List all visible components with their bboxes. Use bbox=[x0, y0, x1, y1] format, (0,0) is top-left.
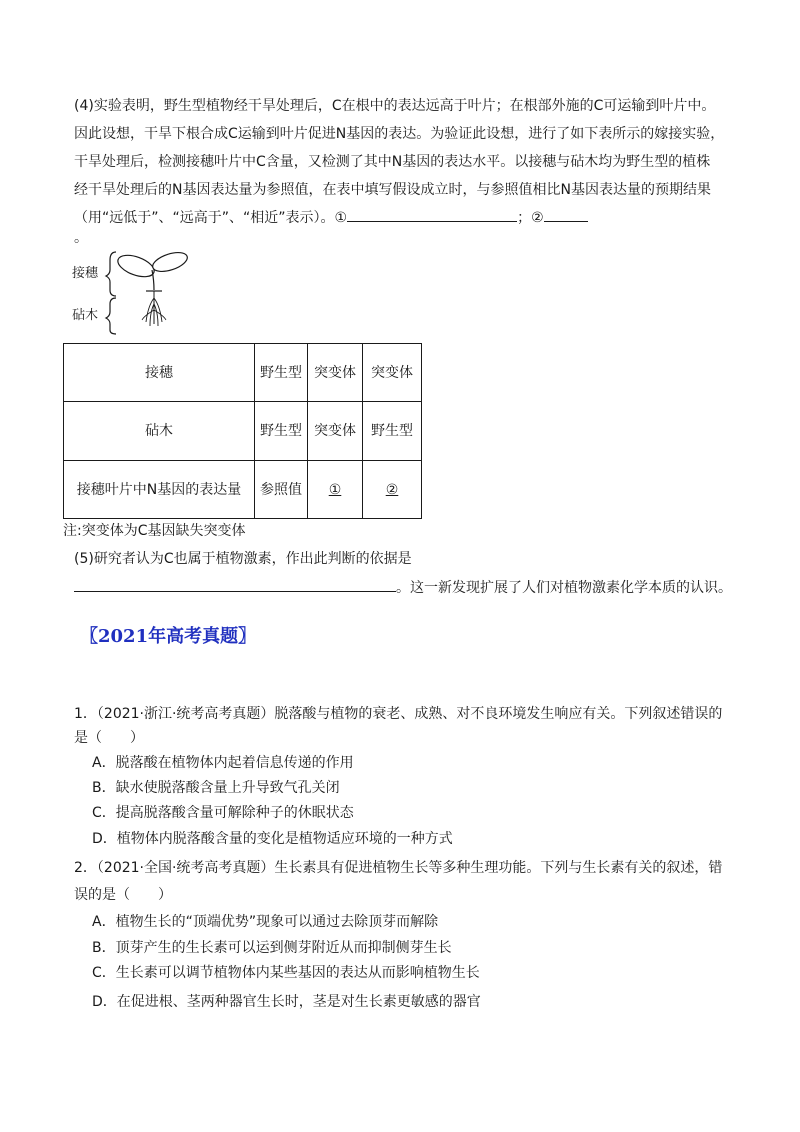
graft-figure bbox=[72, 246, 192, 338]
table-row bbox=[64, 461, 422, 519]
question-1-stem-line-2: 是（ ） bbox=[74, 730, 144, 746]
rootstock-label: 砧木 bbox=[72, 308, 99, 323]
cell-mutant: 突变体 bbox=[363, 344, 422, 402]
row-header-rootstock: 砧木 bbox=[64, 402, 255, 461]
answer-blank-3[interactable] bbox=[74, 575, 396, 592]
q4-line-6: 。 bbox=[74, 230, 88, 246]
cell-reference-value: 参照值 bbox=[255, 461, 308, 519]
q4-line-3: 干旱处理后，检测接穗叶片中C含量，又检测了其中N基因的表达水平。以接穗与砧木均为野生型的植株 bbox=[74, 154, 711, 170]
cell-wild-type: 野生型 bbox=[363, 402, 422, 461]
question-1-option-a[interactable]: A．脱落酸在植物体内起着信息传递的作用 bbox=[92, 755, 354, 771]
question-1-stem-line-1: 1．（2021·浙江·统考高考真题）脱落酸与植物的衰老、成熟、对不良环境发生响应有关。下列叙述错误的 bbox=[74, 706, 723, 722]
question-2-stem-line-2: 误的是（ ） bbox=[74, 887, 172, 903]
graft-table bbox=[63, 343, 422, 519]
q4-line-5-prefix: （用“远低于”、“远高于”、“相近”表示）。① bbox=[74, 210, 348, 226]
question-2-option-b[interactable]: B．顶芽产生的生长素可以运到侧芽附近从而抑制侧芽生长 bbox=[92, 940, 452, 956]
question-1-option-b[interactable]: B．缺水使脱落酸含量上升导致气孔关闭 bbox=[92, 780, 340, 796]
q4-line-1: (4)实验表明，野生型植物经干旱处理后，C在根中的表达远高于叶片；在根部外施的C可运输到叶片中。 bbox=[74, 98, 716, 114]
table-row bbox=[64, 402, 422, 461]
question-2-option-a[interactable]: A．植物生长的“顶端优势”现象可以通过去除顶芽而解除 bbox=[92, 914, 439, 930]
q4-blank-separator: ；② bbox=[517, 210, 544, 226]
q4-line-4: 经干旱处理后的N基因表达量为参照值，在表中填写假设成立时，与参照值相比N基因表达量的预期结果 bbox=[74, 182, 711, 198]
q5-line-2-suffix: 。这一新发现扩展了人们对植物激素化学本质的认识。 bbox=[396, 580, 732, 596]
cell-wild-type: 野生型 bbox=[255, 402, 308, 461]
table-note: 注:突变体为C基因缺失突变体 bbox=[63, 523, 246, 539]
section-title: 〖2021年高考真题〗 bbox=[80, 626, 257, 647]
q5-line-1: (5)研究者认为C也属于植物激素，作出此判断的依据是 bbox=[74, 551, 412, 567]
question-2-stem-line-1: 2．（2021·全国·统考高考真题）生长素具有促进植物生长等多种生理功能。下列与生长素有关的叙述，错 bbox=[74, 860, 723, 876]
seedling-drawing bbox=[72, 246, 192, 338]
answer-blank-2[interactable] bbox=[544, 205, 588, 222]
scion-label: 接穗 bbox=[72, 266, 99, 281]
question-2-option-c[interactable]: C．生长素可以调节植物体内某些基因的表达从而影响植物生长 bbox=[92, 965, 480, 981]
q4-line-5 bbox=[74, 205, 588, 228]
cell-mutant: 突变体 bbox=[308, 402, 363, 461]
cell-mutant: 突变体 bbox=[308, 344, 363, 402]
row-header-scion: 接穗 bbox=[64, 344, 255, 402]
cell-answer-2[interactable]: ② bbox=[363, 461, 422, 519]
q4-line-2: 因此设想，干旱下根合成C运输到叶片促进N基因的表达。为验证此设想，进行了如下表所示的嫁接实验， bbox=[74, 126, 725, 142]
cell-answer-1[interactable]: ① bbox=[308, 461, 363, 519]
table-row bbox=[64, 344, 422, 402]
question-2-option-d[interactable]: D．在促进根、茎两种器官生长时，茎是对生长素更敏感的器官 bbox=[92, 994, 481, 1010]
answer-blank-1[interactable] bbox=[347, 205, 517, 222]
row-header-expression: 接穗叶片中N基因的表达量 bbox=[64, 461, 255, 519]
question-1-option-c[interactable]: C．提高脱落酸含量可解除种子的休眠状态 bbox=[92, 805, 354, 821]
cell-wild-type: 野生型 bbox=[255, 344, 308, 402]
question-1-option-d[interactable]: D．植物体内脱落酸含量的变化是植物适应环境的一种方式 bbox=[92, 831, 453, 847]
q5-line-2 bbox=[74, 575, 732, 598]
